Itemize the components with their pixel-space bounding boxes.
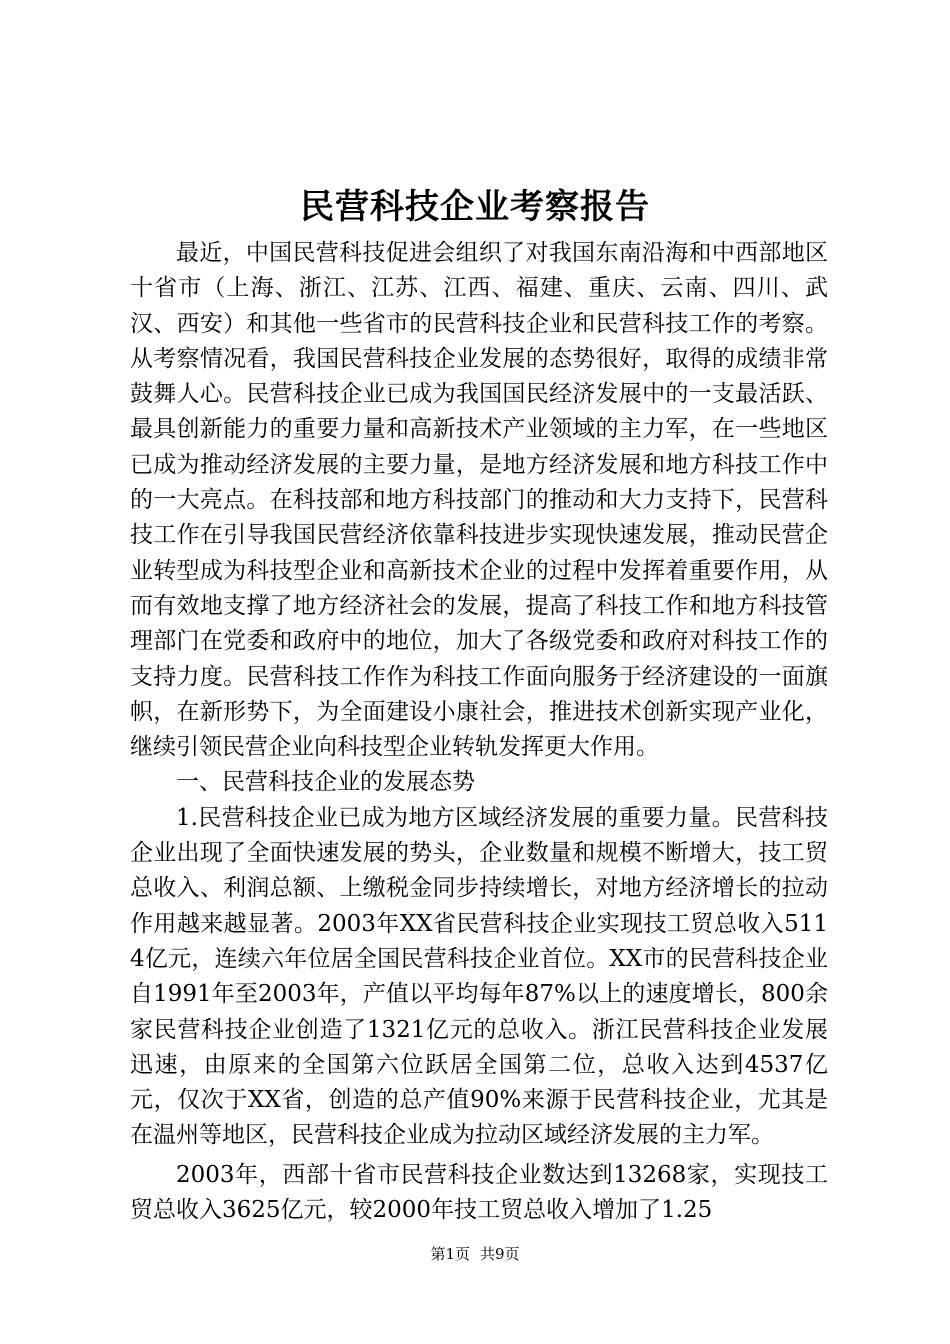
document-title: 民营科技企业考察报告 bbox=[300, 187, 650, 227]
document-body bbox=[130, 236, 828, 1228]
paragraph-western-provinces: 2003年，西部十省市民营科技企业数达到13268家，实现技工贸总收入3625亿元，较2000年技工贸总收入增加了1.25 bbox=[130, 1161, 828, 1224]
page-number: 第1页 bbox=[430, 1245, 470, 1263]
paragraph-point-1: 1.民营科技企业已成为地方区域经济发展的重要力量。民营科技企业出现了全面快速发展的势头，企业数量和规模不断增大，技工贸总收入、利润总额、上缴税金同步持续增长，对地方经济增长的拉动作用越来越显著。2003年XX省民营科技企业实现技工贸总收入5114亿元，连续六年位居全国民营科技企业首位。XX市的民营科技企业自1991年至2003年，产值以平均每年87%以上的速度增长，800余家民营科技企业创造了1321亿元的总收入。浙江民营科技企业发展迅速，由原来的全国第六位跃居全国第二位，总收入达到4537亿元，仅次于XX省，创造的总产值90%来源于民营科技企业，尤其是在温州等地区，民营科技企业成为拉动区域经济发展的主力军。 bbox=[130, 804, 828, 1149]
paragraph-intro: 最近，中国民营科技促进会组织了对我国东南沿海和中西部地区十省市（上海、浙江、江苏、江西、福建、重庆、云南、四川、武汉、西安）和其他一些省市的民营科技企业和民营科技工作的考察。从考察情况看，我国民营科技企业发展的态势很好，取得的成绩非常鼓舞人心。民营科技企业已成为我国国民经济发展中的一支最活跃、最具创新能力的重要力量和高新技术产业领域的主力军，在一些地区已成为推动经济发展的主要力量，是地方经济发展和地方科技工作中的一大亮点。在科技部和地方科技部门的推动和大力支持下，民营科技工作在引导我国民营经济依靠科技进步实现快速发展，推动民营企业转型成为科技型企业和高新技术企业的过程中发挥着重要作用，从而有效地支撑了地方经济社会的发展，提高了科技工作和地方科技管理部门在党委和政府中的地位，加大了各级党委和政府对科技工作的支持力度。民营科技工作作为科技工作面向服务于经济建设的一面旗帜，在新形势下，为全面建设小康社会，推进技术创新实现产业化，继续引领民营企业向科技型企业转轨发挥更大作用。 bbox=[130, 240, 828, 761]
section-heading: 一、民营科技企业的发展态势 bbox=[176, 769, 475, 796]
page-footer bbox=[0, 1243, 950, 1265]
page-total: 共9页 bbox=[480, 1245, 520, 1263]
